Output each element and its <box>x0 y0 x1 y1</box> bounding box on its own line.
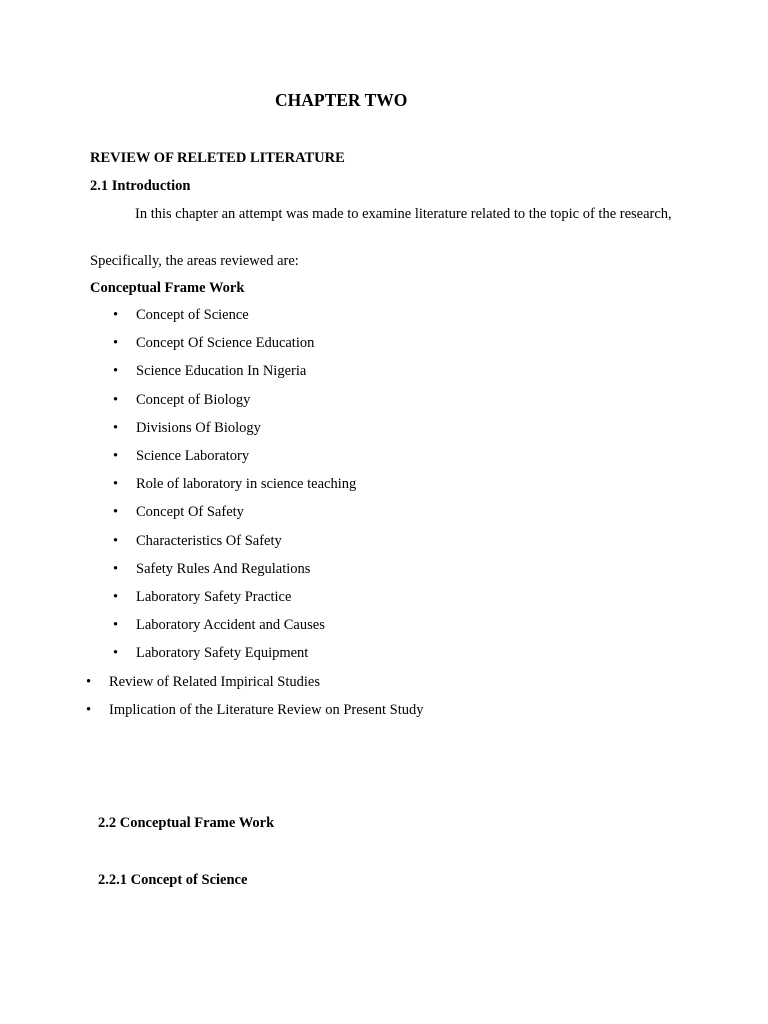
list-item-label: Laboratory Safety Practice <box>136 588 292 605</box>
intro-heading: 2.1 Introduction <box>90 178 191 194</box>
bullet-icon: • <box>113 335 119 352</box>
bullet-icon: • <box>113 476 119 493</box>
list-item-label: Divisions Of Biology <box>136 419 261 436</box>
bullet-icon: • <box>86 702 92 719</box>
list-item <box>113 645 356 673</box>
bullet-icon: • <box>113 504 119 521</box>
section-heading: REVIEW OF RELETED LITERATURE <box>90 150 345 166</box>
section-2-2-1-heading: 2.2.1 Concept of Science <box>98 872 248 888</box>
list-item-label: Laboratory Safety Equipment <box>136 645 309 662</box>
bullet-icon: • <box>113 560 119 577</box>
framework-heading: Conceptual Frame Work <box>90 280 245 296</box>
list-item <box>113 588 356 617</box>
list-item <box>113 391 356 420</box>
bullet-icon: • <box>113 363 119 380</box>
list-item-label: Science Laboratory <box>136 447 250 464</box>
list-item-label: Role of laboratory in science teaching <box>136 476 357 493</box>
bullet-icon: • <box>113 307 119 323</box>
list-item <box>113 307 356 335</box>
list-item <box>113 419 356 448</box>
list-item-label: Concept of Science <box>136 307 249 323</box>
list-item <box>113 447 356 476</box>
list-item <box>113 363 356 391</box>
intro-paragraph: In this chapter an attempt was made to examine literature related to the topic of the research, <box>135 206 672 222</box>
bullet-icon: • <box>113 588 119 605</box>
list-item-label: Implication of the Literature Review on Present Study <box>109 702 424 719</box>
bullet-icon: • <box>113 447 119 464</box>
list-item <box>113 617 356 645</box>
specifically-text: Specifically, the areas reviewed are: <box>90 253 299 269</box>
list-item <box>113 335 356 363</box>
bullet-icon: • <box>86 674 92 690</box>
bullet-icon: • <box>113 419 119 436</box>
list-item-label: Concept Of Safety <box>136 504 244 521</box>
list-item-label: Concept Of Science Education <box>136 335 315 352</box>
list-item <box>113 476 357 504</box>
list-item-label: Review of Related Impirical Studies <box>109 674 321 690</box>
list-item-label: Science Education In Nigeria <box>136 363 307 380</box>
list-item <box>86 674 424 702</box>
list-item <box>113 560 356 589</box>
list-item <box>86 702 424 730</box>
bullet-icon: • <box>113 617 119 634</box>
bullet-icon: • <box>113 391 119 408</box>
list-item-label: Characteristics Of Safety <box>136 532 282 549</box>
list-item-label: Laboratory Accident and Causes <box>136 617 325 634</box>
framework-list <box>113 307 357 673</box>
section-2-2-heading: 2.2 Conceptual Frame Work <box>98 815 275 831</box>
list-item <box>113 532 356 561</box>
list-item-label: Concept of Biology <box>136 391 251 408</box>
chapter-title: CHAPTER TWO <box>275 90 408 110</box>
bullet-icon: • <box>113 645 119 662</box>
list-item <box>113 504 356 532</box>
main-list <box>86 674 424 730</box>
bullet-icon: • <box>113 532 119 549</box>
list-item-label: Safety Rules And Regulations <box>136 560 311 577</box>
